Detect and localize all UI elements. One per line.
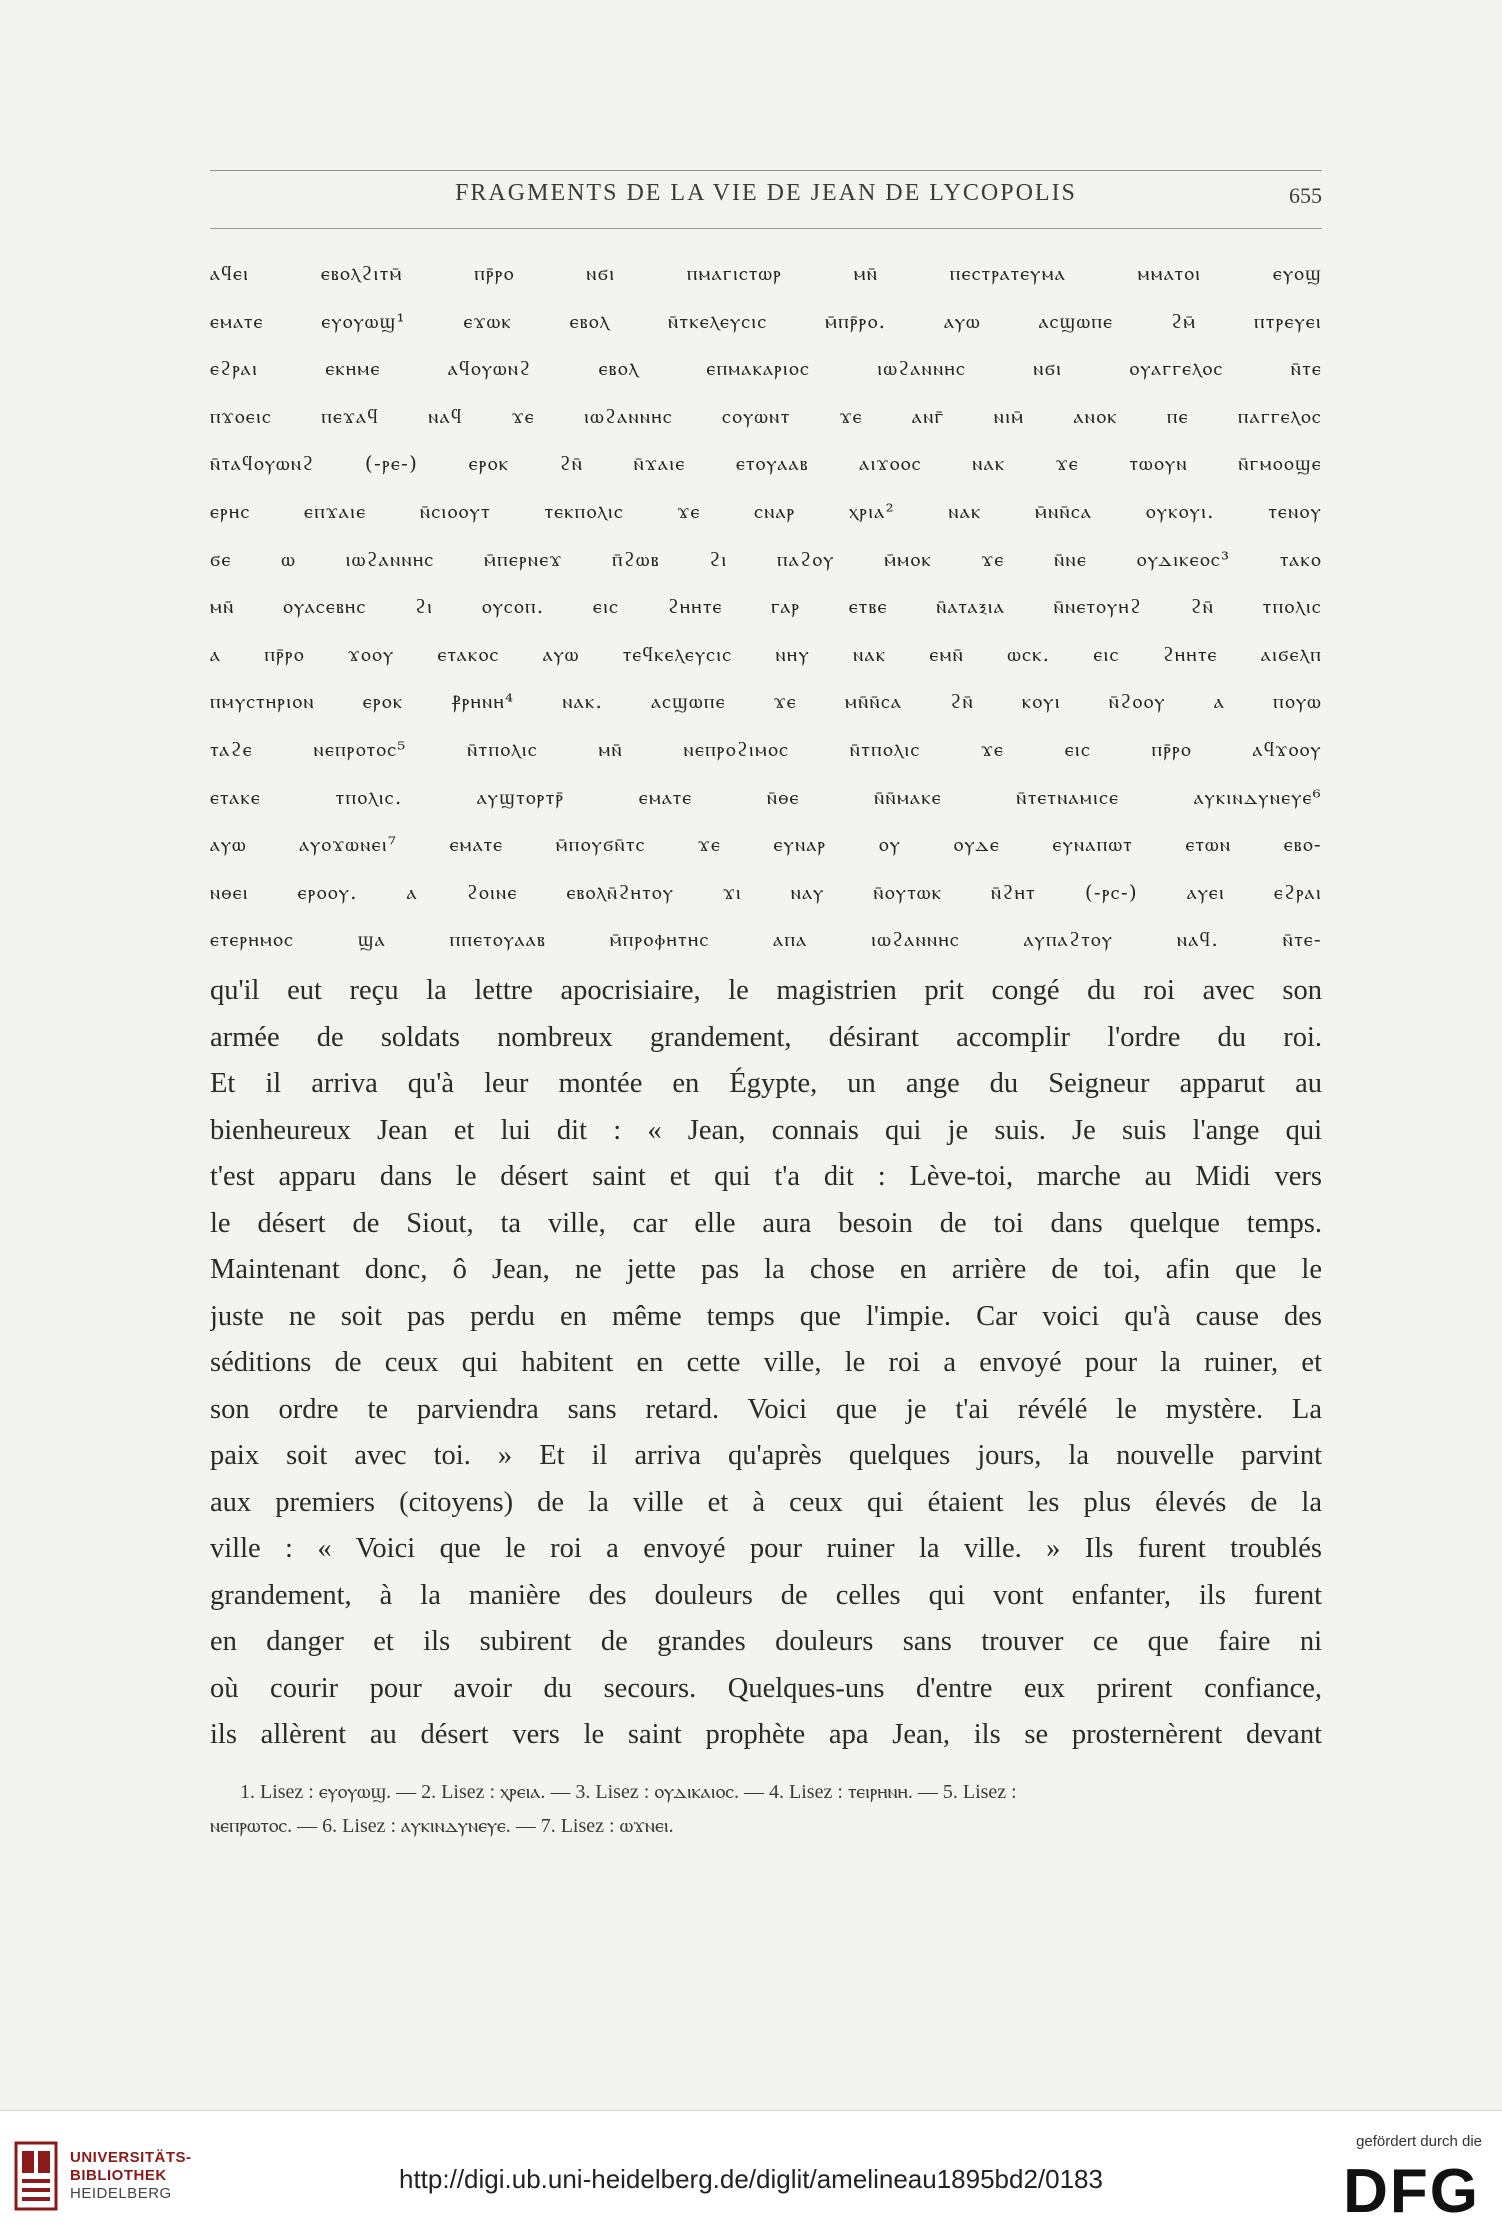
coptic-line: ⲙⲛ̄ ⲟⲩⲁⲥⲉⲃⲏⲥ ϩⲓ ⲟⲩⲥⲟⲡ. ⲉⲓⲥ ϩⲏⲏⲧⲉ ⲅⲁⲣ ⲉⲧⲃⲉ ⲛ̄ⲁⲧⲁⲝⲓⲁ ⲛ̄ⲛⲉⲧⲟⲩⲏϩ ϩⲛ̄ ⲧⲡⲟⲗⲓⲥ — [210, 594, 1322, 619]
coptic-line: ⲉⲧⲉⲣⲏⲙⲟⲥ ϣⲁ ⲡⲡⲉⲧⲟⲩⲁⲁⲃ ⲙ̄ⲡⲣⲟⲫⲏⲧⲏⲥ ⲁⲡⲁ ⲓⲱϩⲁⲛⲛⲏⲥ ⲁⲩⲡⲁϩⲧⲟⲩ ⲛⲁϥ. ⲛ̄ⲧⲉ- — [210, 927, 1322, 952]
coptic-text-block — [210, 250, 1322, 964]
coptic-line: ⲁϥⲉⲓ ⲉⲃⲟⲗϩⲓⲧⲙ̄ ⲡⲣ̄ⲣⲟ ⲛϭⲓ ⲡⲙⲁⲅⲓⲥⲧⲱⲣ ⲙⲛ̄ ⲡⲉⲥⲧⲣⲁⲧⲉⲩⲙⲁ ⲙⲙⲁⲧⲟⲓ ⲉⲩⲟϣ — [210, 261, 1322, 285]
french-line: t'est apparu dans le désert saint et qui t'a dit : Lève-toi, marche au Midi vers — [210, 1161, 1322, 1192]
coptic-line: ⲛⲑⲉⲓ ⲉⲣⲟⲟⲩ. ⲁ ϩⲟⲓⲛⲉ ⲉⲃⲟⲗⲛ̄ϩⲏⲧⲟⲩ ϫⲓ ⲛⲁⲩ ⲛ̄ⲟⲩⲧⲱⲕ ⲛ̄ϩⲏⲧ (-ⲣⲥ-) ⲁⲩⲉⲓ ⲉϩⲣⲁⲓ — [210, 879, 1322, 904]
coptic-line: ⲧⲁϩⲉ ⲛⲉⲡⲣⲟⲧⲟⲥ⁵ ⲛ̄ⲧⲡⲟⲗⲓⲥ ⲙⲛ̄ ⲛⲉⲡⲣⲟϩⲓⲙⲟⲥ ⲛ̄ⲧⲡⲟⲗⲓⲥ ϫⲉ ⲉⲓⲥ ⲡⲣ̄ⲣⲟ ⲁϥϫⲟⲟⲩ — [210, 736, 1322, 761]
french-translation-block — [210, 968, 1322, 1759]
coptic-line: ⲡϫⲟⲉⲓⲥ ⲡⲉϫⲁϥ ⲛⲁϥ ϫⲉ ⲓⲱϩⲁⲛⲛⲏⲥ ⲥⲟⲩⲱⲛⲧ ϫⲉ ⲁⲛⲅ̄ ⲛⲓⲙ̄ ⲁⲛⲟⲕ ⲡⲉ ⲡⲁⲅⲅⲉⲗⲟⲥ — [210, 403, 1322, 428]
page-number: 655 — [1289, 183, 1322, 208]
coptic-line: ⲉⲧⲁⲕⲉ ⲧⲡⲟⲗⲓⲥ. ⲁⲩϣⲧⲟⲣⲧⲣ̄ ⲉⲙⲁⲧⲉ ⲛ̄ⲑⲉ ⲛ̄ⲛ̄ⲙⲁⲕⲉ ⲛ̄ⲧⲉⲧⲛⲁⲙⲓⲥⲉ ⲁⲩⲕⲓⲛⲇⲩⲛⲉⲩⲉ⁶ — [210, 784, 1322, 809]
library-name-line: UNIVERSITÄTS- — [70, 2149, 192, 2166]
french-line: armée de soldats nombreux grandement, désirant accomplir l'ordre du roi. — [210, 1021, 1322, 1053]
coptic-line: ⲉⲣⲏⲥ ⲉⲡϫⲁⲓⲉ ⲛ̄ⲥⲓⲟⲟⲩⲧ ⲧⲉⲕⲡⲟⲗⲓⲥ ϫⲉ ⲥⲛⲁⲣ ⲭⲣⲓⲁ² ⲛⲁⲕ ⲙ̄ⲛⲛ̄ⲥⲁ ⲟⲩⲕⲟⲩⲓ. ⲧⲉⲛⲟⲩ — [210, 498, 1322, 523]
footnote-line: ⲛⲉⲡⲣⲱⲧⲟⲥ. — 6. Lisez : ⲁⲩⲕⲓⲛⲇⲩⲛⲉⲩⲉ. — 7. Lisez : ⲱϫⲛⲉⲓ. — [210, 1815, 674, 1837]
coptic-line: ⲁⲩⲱ ⲁⲩⲟϫⲱⲛⲉⲓ⁷ ⲉⲙⲁⲧⲉ ⲙ̄ⲡⲟⲩϭⲛ̄ⲧⲥ ϫⲉ ⲉⲩⲛⲁⲣ ⲟⲩ ⲟⲩⲇⲉ ⲉⲩⲛⲁⲡⲱⲧ ⲉⲧⲱⲛ ⲉⲃⲟ- — [210, 832, 1322, 857]
running-header-title: FRAGMENTS DE LA VIE DE JEAN DE LYCOPOLIS — [455, 180, 1077, 206]
french-line: Et il arriva qu'à leur montée en Égypte, un ange du Seigneur apparut au — [210, 1068, 1322, 1099]
french-line: juste ne soit pas perdu en même temps que l'impie. Car voici qu'à cause des — [210, 1300, 1322, 1332]
french-line: grandement, à la manière des douleurs de celles qui vont enfanter, ils furent — [210, 1579, 1322, 1611]
footnotes — [210, 1775, 1322, 1843]
coptic-line: ⲁ ⲡⲣ̄ⲣⲟ ϫⲟⲟⲩ ⲉⲧⲁⲕⲟⲥ ⲁⲩⲱ ⲧⲉϥⲕⲉⲗⲉⲩⲥⲓⲥ ⲛⲏⲩ ⲛⲁⲕ ⲉⲙⲛ̄ ⲱⲥⲕ. ⲉⲓⲥ ϩⲏⲏⲧⲉ ⲁⲓϭⲉⲗⲡ — [210, 641, 1322, 666]
french-line: en danger et ils subirent de grandes douleurs sans trouver ce que faire ni — [210, 1626, 1322, 1657]
library-name-line: HEIDELBERG — [70, 2185, 172, 2202]
french-line: ils allèrent au désert vers le saint prophète apa Jean, ils se prosternèrent devant — [210, 1719, 1322, 1750]
coptic-line: ⲉϩⲣⲁⲓ ⲉⲕⲏⲙⲉ ⲁϥⲟⲩⲱⲛϩ ⲉⲃⲟⲗ ⲉⲡⲙⲁⲕⲁⲣⲓⲟⲥ ⲓⲱϩⲁⲛⲛⲏⲥ ⲛϭⲓ ⲟⲩⲁⲅⲅⲉⲗⲟⲥ ⲛ̄ⲧⲉ — [210, 356, 1322, 381]
french-line: le désert de Siout, ta ville, car elle aura besoin de toi dans quelque temps. — [210, 1207, 1322, 1239]
viewer-footer — [0, 2110, 1502, 2240]
header-rule-top — [210, 170, 1322, 171]
footnote-line: 1. Lisez : ⲉⲩⲟⲩⲱϣ. — 2. Lisez : ⲭⲣⲉⲓⲁ. — 3. Lisez : ⲟⲩⲇⲓⲕⲁⲓⲟⲥ. — 4. Lisez : ⲧⲉⲓⲣⲏⲛⲏ. — 5. Lisez : — [240, 1781, 1017, 1803]
library-name-line: BIBLIOTHEK — [70, 2167, 167, 2184]
permalink-url[interactable]: http://digi.ub.uni-heidelberg.de/diglit/amelineau1895bd2/0183 — [399, 2164, 1103, 2194]
french-line: paix soit avec toi. » Et il arriva qu'après quelques jours, la nouvelle parvint — [210, 1440, 1322, 1471]
coptic-line: ⲛ̄ⲧⲁϥⲟⲩⲱⲛϩ (-ⲣⲉ-) ⲉⲣⲟⲕ ϩⲛ̄ ⲛ̄ϫⲁⲓⲉ ⲉⲧⲟⲩⲁⲁⲃ ⲁⲓϫⲟⲟⲥ ⲛⲁⲕ ϫⲉ ⲧⲱⲟⲩⲛ ⲛ̄ⲅⲙⲟⲟϣⲉ — [210, 451, 1322, 476]
french-line: ville : « Voici que le roi a envoyé pour ruiner la ville. » Ils furent troublés — [210, 1533, 1322, 1564]
coptic-line: ⲉⲙⲁⲧⲉ ⲉⲩⲟⲩⲱϣ¹ ⲉϫⲱⲕ ⲉⲃⲟⲗ ⲛ̄ⲧⲕⲉⲗⲉⲩⲥⲓⲥ ⲙ̄ⲡⲣ̄ⲣⲟ. ⲁⲩⲱ ⲁⲥϣⲱⲡⲉ ϩⲙ̄ ⲡⲧⲣⲉⲩⲉⲓ — [210, 308, 1322, 333]
french-line: séditions de ceux qui habitent en cette ville, le roi a envoyé pour la ruiner, et — [210, 1347, 1322, 1378]
french-line: Maintenant donc, ô Jean, ne jette pas la chose en arrière de toi, afin que le — [210, 1254, 1322, 1285]
dfg-logo[interactable]: DFG — [1343, 2157, 1480, 2226]
french-line: où courir pour avoir du secours. Quelques-uns d'entre eux prirent confiance, — [210, 1672, 1322, 1704]
french-line: aux premiers (citoyens) de la ville et à ceux qui étaient les plus élevés de la — [210, 1486, 1322, 1518]
coptic-line: ⲡⲙⲩⲥⲧⲏⲣⲓⲟⲛ ⲉⲣⲟⲕ ⳁⲣⲏⲛⲏ⁴ ⲛⲁⲕ. ⲁⲥϣⲱⲡⲉ ϫⲉ ⲙⲛ̄ⲛ̄ⲥⲁ ϩⲛ̄ ⲕⲟⲩⲓ ⲛ̄ϩⲟⲟⲩ ⲁ ⲡⲟⲩⲱ — [210, 689, 1322, 714]
french-line: qu'il eut reçu la lettre apocrisiaire, le magistrien prit congé du roi avec son — [210, 975, 1322, 1006]
french-line: son ordre te parviendra sans retard. Voici que je t'ai révélé le mystère. La — [210, 1393, 1322, 1425]
french-line: bienheureux Jean et lui dit : « Jean, connais qui je suis. Je suis l'ange qui — [210, 1114, 1322, 1146]
coptic-line: ϭⲉ ⲱ ⲓⲱϩⲁⲛⲛⲏⲥ ⲙ̄ⲡⲉⲣⲛⲉϫ ⲡ̄ϩⲱⲃ ϩⲓ ⲡⲁϩⲟⲩ ⲙ̄ⲙⲟⲕ ϫⲉ ⲛ̄ⲛⲉ ⲟⲩⲇⲓⲕⲉⲟⲥ³ ⲧⲁⲕⲟ — [210, 546, 1322, 571]
header-rule-bottom — [210, 228, 1322, 229]
funded-by-label: gefördert durch die — [1356, 2133, 1482, 2150]
